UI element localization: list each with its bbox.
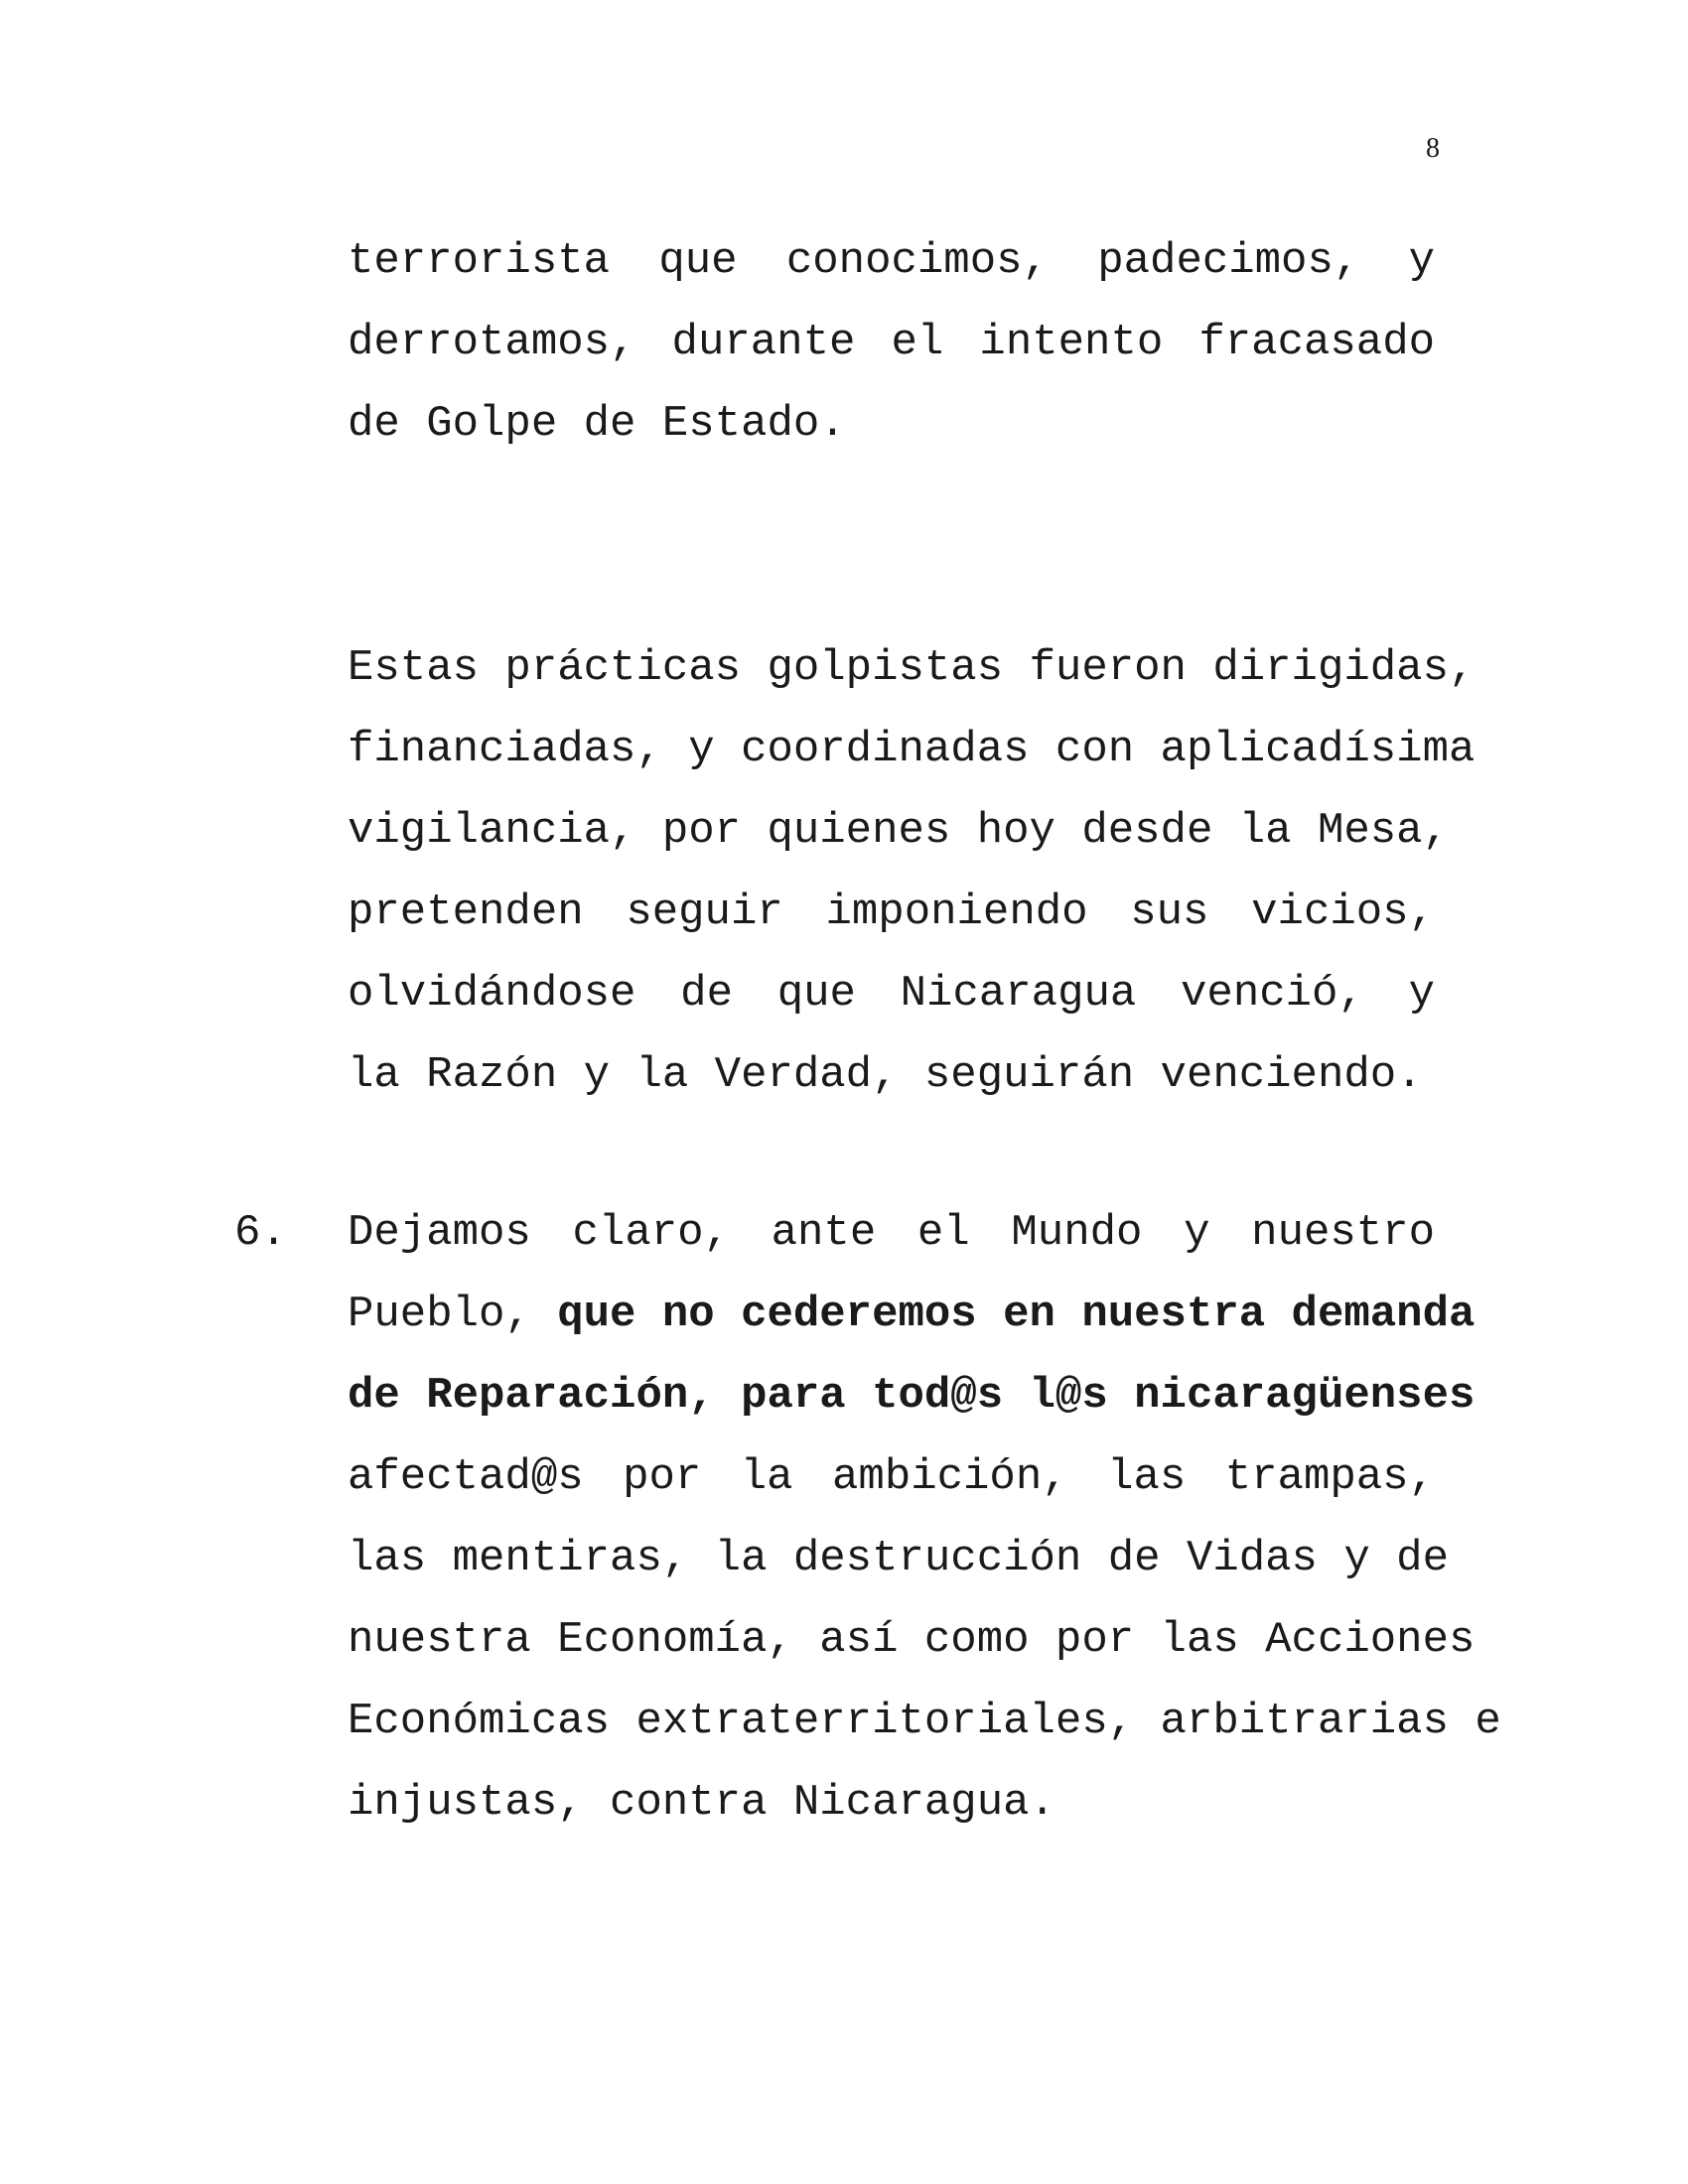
paragraph-line: de Golpe de Estado. [348, 399, 846, 449]
paragraph-line: derrotamos, durante el intento fracasado [348, 318, 1435, 367]
paragraph-line: las mentiras, la destrucción de Vidas y de [348, 1534, 1449, 1583]
paragraph-line: financiadas, y coordinadas con aplicadísima [348, 725, 1476, 774]
page-number: 8 [1426, 133, 1440, 164]
bold-text: que no cederemos en nuestra demanda [557, 1290, 1476, 1339]
paragraph-line: Estas prácticas golpistas fueron dirigidas, [348, 643, 1476, 693]
paragraph-line-mixed [348, 1274, 1476, 1355]
paragraph-golpistas [348, 627, 1476, 1116]
paragraph-continuation [348, 220, 1435, 465]
item-number: 6. [234, 1208, 287, 1258]
paragraph-line: Dejamos claro, ante el Mundo y nuestro [348, 1208, 1435, 1258]
numbered-item-6 [348, 1192, 1501, 1843]
paragraph-line: terrorista que conocimos, padecimos, y [348, 236, 1435, 286]
paragraph-line: la Razón y la Verdad, seguirán venciendo. [348, 1050, 1423, 1100]
paragraph-line: olvidándose de que Nicaragua venció, y [348, 969, 1435, 1019]
plain-text: Pueblo, [348, 1290, 558, 1339]
paragraph-line: vigilancia, por quienes hoy desde la Mesa, [348, 806, 1449, 856]
paragraph-line: Económicas extraterritoriales, arbitrarias e [348, 1697, 1501, 1746]
paragraph-line: injustas, contra Nicaragua. [348, 1778, 1055, 1828]
paragraph-line: pretenden seguir imponiendo sus vicios, [348, 887, 1435, 937]
paragraph-line: afectad@s por la ambición, las trampas, [348, 1452, 1435, 1502]
paragraph-line: nuestra Economía, así como por las Acciones [348, 1615, 1476, 1665]
bold-line: de Reparación, para tod@s l@s nicaragüenses [348, 1371, 1476, 1421]
